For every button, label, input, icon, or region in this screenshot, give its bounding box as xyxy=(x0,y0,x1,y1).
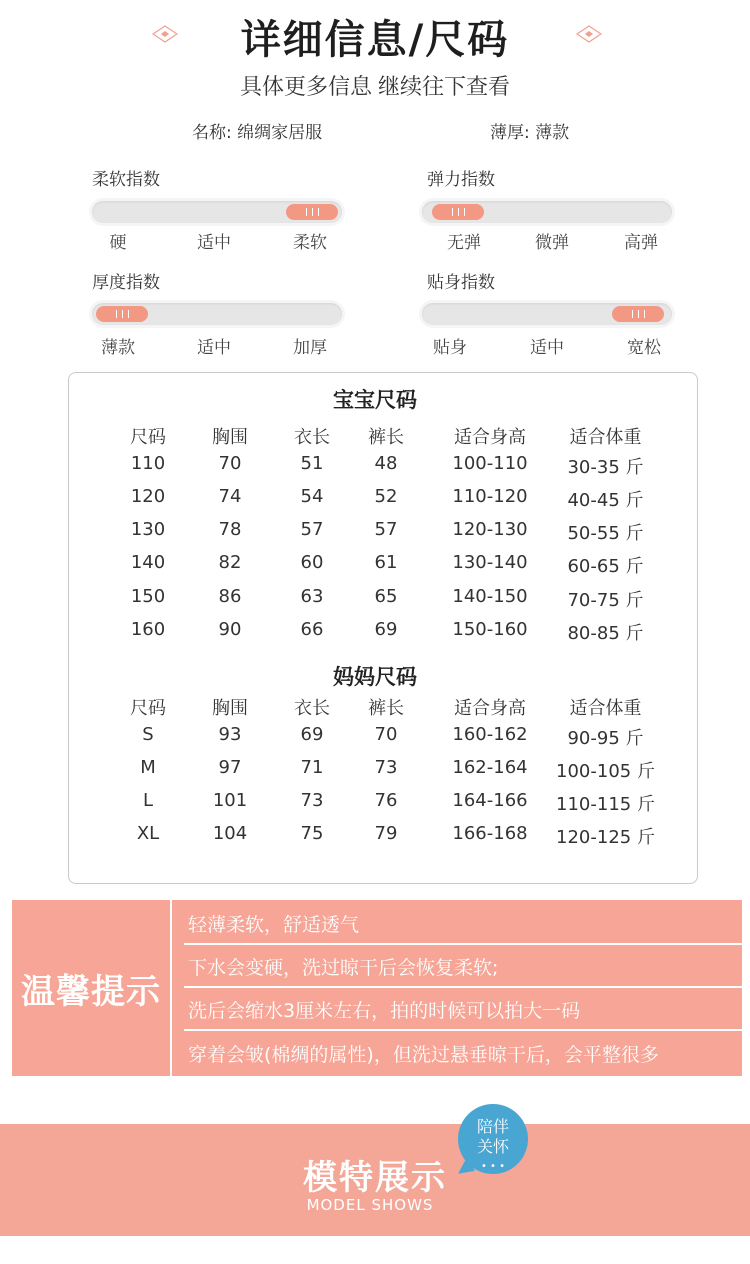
index-tick: 薄款 xyxy=(101,338,135,358)
table-cell: 71 xyxy=(300,757,324,778)
table-cell: 57 xyxy=(300,519,324,540)
table-cell: 57 xyxy=(374,519,398,540)
index-label: 厚度指数 xyxy=(92,273,160,293)
table-cell: 75 xyxy=(300,823,324,844)
table-cell: 40-45 斤 xyxy=(567,490,644,511)
index-tick: 加厚 xyxy=(293,338,327,358)
col-header: 适合体重 xyxy=(569,698,642,719)
table-cell: 130-140 xyxy=(452,552,528,573)
index-tick: 适中 xyxy=(197,233,231,253)
mom-size-header xyxy=(0,694,750,724)
table-cell: 150 xyxy=(130,586,166,607)
index-track xyxy=(92,303,342,325)
table-cell: 140 xyxy=(130,552,166,573)
table-cell: 120 xyxy=(130,486,166,507)
table-cell: 54 xyxy=(300,486,324,507)
table-cell: 79 xyxy=(374,823,398,844)
col-header: 适合身高 xyxy=(454,698,526,719)
table-cell: 60 xyxy=(300,552,324,573)
tip-line: 洗后会缩水3厘米左右，拍的时候可以拍大一码 xyxy=(184,989,742,1031)
index-tick: 无弹 xyxy=(447,233,481,253)
subtitle xyxy=(0,70,750,101)
index-tick: 贴身 xyxy=(433,338,467,358)
table-cell: 100-105 斤 xyxy=(556,761,655,782)
table-cell: 48 xyxy=(374,453,398,474)
col-header: 裤长 xyxy=(368,698,404,719)
table-cell: 74 xyxy=(218,486,242,507)
table-cell: 104 xyxy=(212,823,248,844)
table-cell: 97 xyxy=(218,757,242,778)
table-cell: 80-85 斤 xyxy=(567,623,644,644)
table-cell: 66 xyxy=(300,619,324,640)
index-knob xyxy=(612,306,664,322)
table-row xyxy=(0,552,750,582)
index-label: 贴身指数 xyxy=(427,273,495,293)
table-cell: 70 xyxy=(218,453,242,474)
col-header: 衣长 xyxy=(294,427,330,448)
col-header: 适合身高 xyxy=(454,427,526,448)
col-header: 胸围 xyxy=(212,427,248,448)
index-track xyxy=(422,201,672,223)
table-cell: 61 xyxy=(374,552,398,573)
index-label: 柔软指数 xyxy=(92,170,160,190)
col-header: 衣长 xyxy=(294,698,330,719)
index-knob xyxy=(96,306,148,322)
badge-line: 陪伴 xyxy=(476,1117,509,1136)
table-cell: 51 xyxy=(300,453,324,474)
diamond-ornament-icon xyxy=(576,24,602,44)
table-cell: 63 xyxy=(300,586,324,607)
col-header: 裤长 xyxy=(368,427,404,448)
table-cell: 120-125 斤 xyxy=(556,827,655,848)
table-cell: 50-55 斤 xyxy=(567,523,644,544)
index-tick: 适中 xyxy=(530,338,564,358)
table-cell: XL xyxy=(136,823,160,844)
table-cell: 76 xyxy=(374,790,398,811)
tips-label: 温馨提示 xyxy=(21,971,161,1012)
mom-size-title: 妈妈尺码 xyxy=(333,665,417,689)
table-cell: 110 xyxy=(130,453,166,474)
table-cell: 78 xyxy=(218,519,242,540)
table-cell: 69 xyxy=(374,619,398,640)
table-row xyxy=(0,619,750,649)
table-row xyxy=(0,486,750,516)
index-knob xyxy=(432,204,484,220)
care-badge xyxy=(458,1104,528,1174)
tip-line: 下水会变硬，洗过晾干后会恢复柔软; xyxy=(184,946,742,988)
table-row xyxy=(0,757,750,787)
col-header: 尺码 xyxy=(130,427,166,448)
col-header: 适合体重 xyxy=(569,427,642,448)
index-track xyxy=(92,201,342,223)
table-cell: 160 xyxy=(130,619,166,640)
table-cell: 101 xyxy=(212,790,248,811)
table-cell: 70-75 斤 xyxy=(567,590,644,611)
tip-line: 穿着会皱(棉绸的属性)，但洗过悬垂晾干后，会平整很多 xyxy=(188,1043,659,1066)
product-name: 名称: 绵绸家居服 xyxy=(192,123,323,143)
model-title: 模特展示 xyxy=(303,1158,447,1198)
index-tick: 微弹 xyxy=(535,233,569,253)
table-cell: 130 xyxy=(130,519,166,540)
table-cell: 140-150 xyxy=(452,586,528,607)
table-cell: M xyxy=(140,757,156,778)
table-cell: 166-168 xyxy=(452,823,528,844)
table-cell: 60-65 斤 xyxy=(567,556,644,577)
subtitle-highlight: 具体更多信息 xyxy=(240,70,372,101)
table-cell: 70 xyxy=(374,724,398,745)
index-tick: 宽松 xyxy=(627,338,661,358)
baby-size-header xyxy=(0,423,750,453)
table-cell: 110-120 xyxy=(452,486,528,507)
model-subtitle: MODEL SHOWS xyxy=(306,1196,434,1214)
table-cell: 93 xyxy=(218,724,242,745)
table-row xyxy=(0,519,750,549)
table-cell: S xyxy=(142,724,154,745)
table-cell: 162-164 xyxy=(452,757,528,778)
baby-size-title: 宝宝尺码 xyxy=(333,388,417,412)
table-cell: 65 xyxy=(374,586,398,607)
table-cell: 82 xyxy=(218,552,242,573)
table-row xyxy=(0,453,750,483)
table-cell: 69 xyxy=(300,724,324,745)
index-label: 弹力指数 xyxy=(427,170,495,190)
badge-line: 关怀 xyxy=(476,1137,509,1156)
index-track xyxy=(422,303,672,325)
table-cell: 100-110 xyxy=(452,453,528,474)
tips-panel xyxy=(12,900,742,1076)
table-row xyxy=(0,724,750,754)
table-cell: L xyxy=(142,790,154,811)
table-cell: 90 xyxy=(218,619,242,640)
table-cell: 120-130 xyxy=(452,519,528,540)
table-cell: 73 xyxy=(374,757,398,778)
col-header: 胸围 xyxy=(212,698,248,719)
table-row xyxy=(0,790,750,820)
table-cell: 30-35 斤 xyxy=(567,457,644,478)
table-row xyxy=(0,823,750,853)
tip-line: 轻薄柔软，舒适透气 xyxy=(184,903,742,945)
badge-dots: • • • xyxy=(480,1161,506,1172)
table-cell: 73 xyxy=(300,790,324,811)
index-tick: 硬 xyxy=(109,233,127,253)
table-cell: 52 xyxy=(374,486,398,507)
table-cell: 90-95 斤 xyxy=(567,728,644,749)
index-tick: 柔软 xyxy=(293,233,327,253)
page-title: 详细信息/尺码 xyxy=(240,17,510,63)
index-tick: 高弹 xyxy=(624,233,658,253)
table-cell: 86 xyxy=(218,586,242,607)
table-row xyxy=(0,586,750,616)
product-thickness: 薄厚: 薄款 xyxy=(490,123,570,143)
subtitle-rest: 继续往下查看 xyxy=(378,75,511,100)
tips-divider xyxy=(170,900,172,1076)
table-cell: 150-160 xyxy=(452,619,528,640)
table-cell: 164-166 xyxy=(452,790,528,811)
table-cell: 160-162 xyxy=(452,724,528,745)
index-tick: 适中 xyxy=(197,338,231,358)
index-knob xyxy=(286,204,338,220)
table-cell: 110-115 斤 xyxy=(556,794,655,815)
col-header: 尺码 xyxy=(130,698,166,719)
